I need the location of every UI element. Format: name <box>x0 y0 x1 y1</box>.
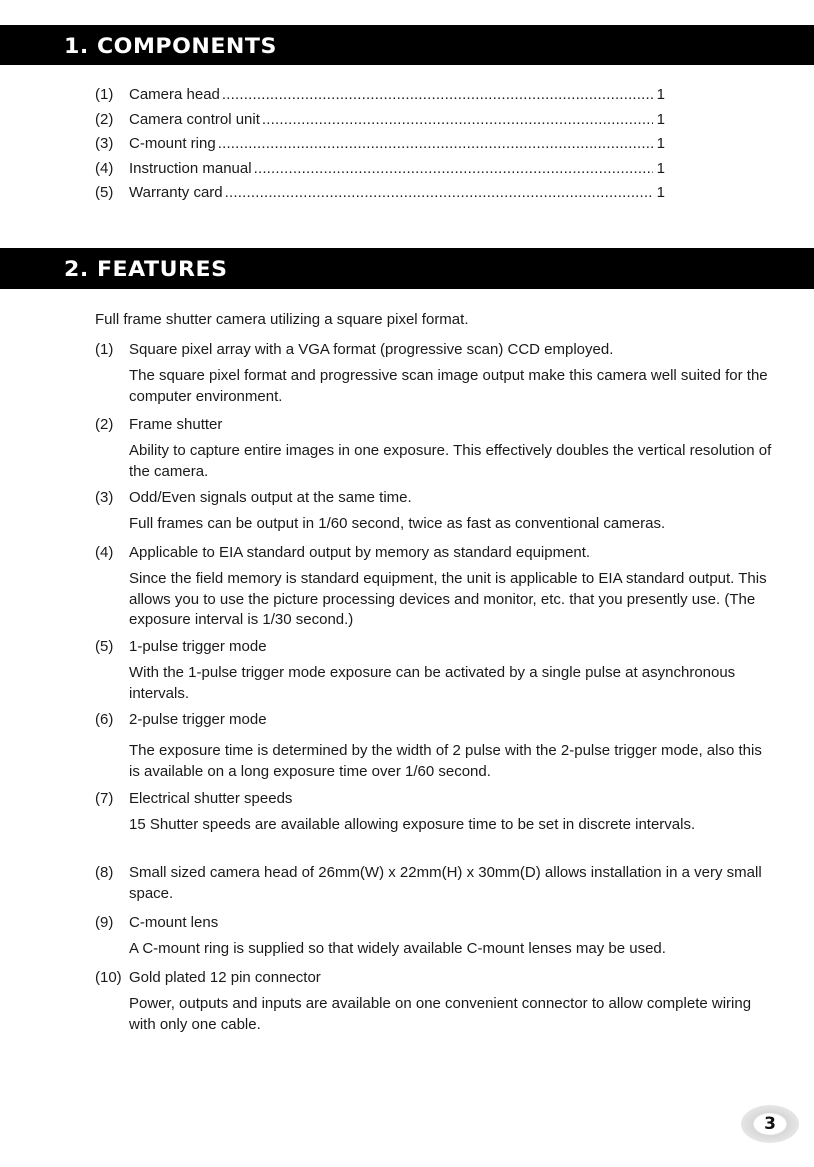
feature-item <box>95 710 775 782</box>
feature-description: Ability to capture entire images in one exposure. This effectively doubles the vertical resolution of the camera. <box>129 442 772 480</box>
feature-item <box>95 543 775 631</box>
components-heading-bar <box>0 25 814 65</box>
feature-description: With the 1-pulse trigger mode exposure can be activated by a single pulse at asynchronous intervals. <box>129 664 736 702</box>
feature-item <box>95 789 775 836</box>
feature-title: Electrical shutter speeds <box>129 790 293 807</box>
feature-description: Full frames can be output in 1/60 second, twice as fast as conventional cameras. <box>129 515 666 532</box>
feature-item <box>95 913 775 960</box>
features-heading-bar <box>0 248 814 289</box>
item-number: (4) <box>95 159 114 177</box>
components-heading: 1. COMPONENTS <box>64 34 277 58</box>
page-number: 3 <box>764 1114 776 1134</box>
feature-description: Power, outputs and inputs are available on one convenient connector to allow complete wiring with only one cable. <box>129 995 752 1033</box>
list-item <box>95 135 665 160</box>
features-intro: Full frame shutter camera utilizing a square pixel format. <box>95 311 469 328</box>
item-quantity: 1 <box>656 110 665 128</box>
item-quantity: 1 <box>656 135 665 153</box>
list-item <box>95 184 665 209</box>
feature-description: 15 Shutter speeds are available allowing exposure time to be set in discrete intervals. <box>129 816 696 833</box>
item-number: (3) <box>95 135 114 153</box>
feature-item <box>95 415 775 482</box>
feature-title: Applicable to EIA standard output by memory as standard equipment. <box>129 544 591 561</box>
leader-dots <box>262 111 653 128</box>
feature-number: (4) <box>95 544 114 561</box>
item-label: Instruction manual <box>129 159 252 177</box>
leader-dots <box>218 135 653 152</box>
feature-item <box>95 340 775 407</box>
feature-number: (8) <box>95 864 114 881</box>
item-label: C-mount ring <box>129 135 216 153</box>
item-label: Camera control unit <box>129 110 260 128</box>
feature-title: 2-pulse trigger mode <box>129 711 267 728</box>
page-number-badge <box>741 1105 799 1143</box>
components-list <box>95 86 665 209</box>
item-number: (2) <box>95 110 114 128</box>
feature-number: (5) <box>95 638 114 655</box>
feature-title: 1-pulse trigger mode <box>129 638 267 655</box>
feature-item <box>95 637 775 704</box>
feature-title: Frame shutter <box>129 416 223 433</box>
feature-number: (6) <box>95 711 114 728</box>
feature-number: (2) <box>95 416 114 433</box>
feature-title: Square pixel array with a VGA format (progressive scan) CCD employed. <box>129 341 614 358</box>
feature-description: Since the field memory is standard equipment, the unit is applicable to EIA standard output. This allows you to use the picture processing devices and monitor, etc. that you presently use. (The exposure interval is 1/30 second.) <box>129 570 767 628</box>
feature-number: (7) <box>95 790 114 807</box>
feature-number: (1) <box>95 341 114 358</box>
leader-dots <box>225 184 653 201</box>
list-item <box>95 86 665 111</box>
feature-title: Gold plated 12 pin connector <box>129 969 321 986</box>
feature-title: Odd/Even signals output at the same time. <box>129 489 412 506</box>
feature-description: The square pixel format and progressive scan image output make this camera well suited for the computer environment. <box>129 367 768 405</box>
item-label: Camera head <box>129 86 220 103</box>
item-quantity: 1 <box>656 86 665 103</box>
list-item <box>95 111 665 136</box>
list-item <box>95 160 665 185</box>
features-heading: 2. FEATURES <box>64 257 228 281</box>
item-quantity: 1 <box>656 184 665 202</box>
feature-description: The exposure time is determined by the width of 2 pulse with the 2-pulse trigger mode, also this is available on a long exposure time over 1/60 second. <box>129 742 762 780</box>
feature-item <box>95 968 775 1035</box>
item-label: Warranty card <box>129 184 223 202</box>
feature-number: (9) <box>95 914 114 931</box>
feature-item <box>95 488 775 535</box>
item-quantity: 1 <box>656 159 665 177</box>
feature-item <box>95 863 775 904</box>
leader-dots <box>254 160 653 177</box>
leader-dots <box>222 86 653 103</box>
feature-description: A C-mount ring is supplied so that widely available C-mount lenses may be used. <box>129 940 666 957</box>
item-number: (1) <box>95 86 114 103</box>
feature-title: C-mount lens <box>129 914 219 931</box>
feature-title: Small sized camera head of 26mm(W) x 22mm(H) x 30mm(D) allows installation in a very small space. <box>129 864 762 902</box>
item-number: (5) <box>95 184 114 202</box>
feature-number: (10) <box>95 969 122 986</box>
feature-number: (3) <box>95 489 114 506</box>
